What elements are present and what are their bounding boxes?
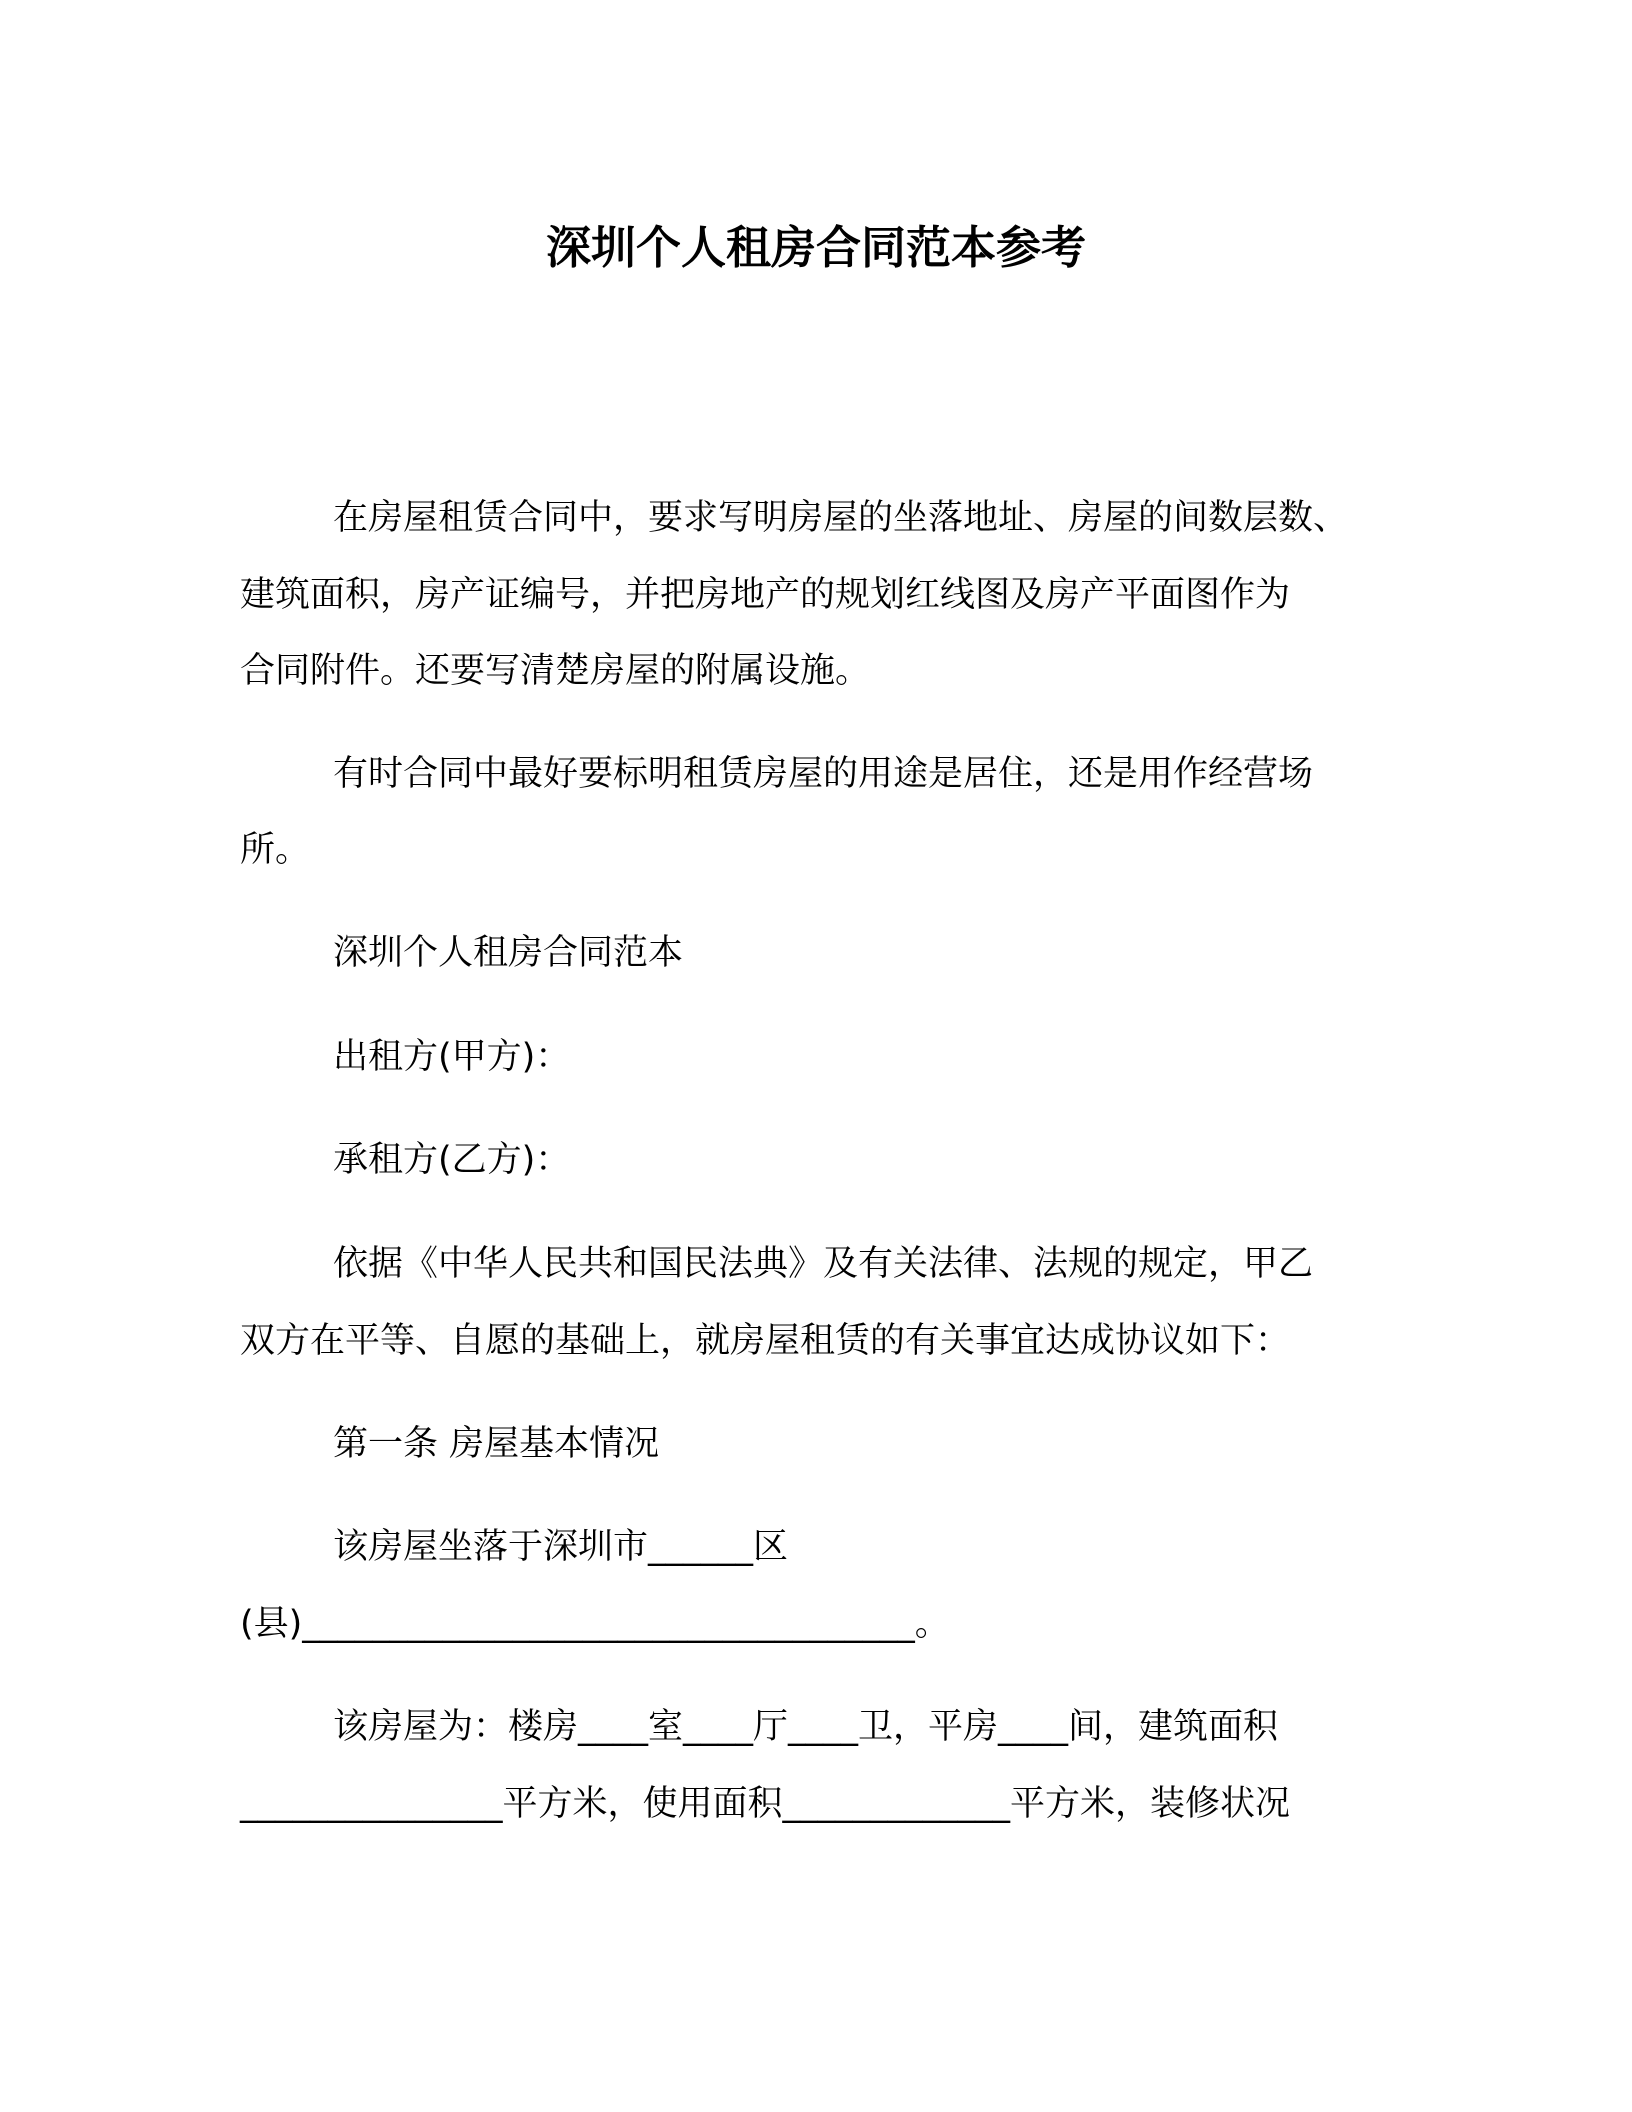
section-heading: 深圳个人租房合同范本 bbox=[333, 933, 684, 973]
document-title: 深圳个人租房合同范本参考 bbox=[545, 221, 1086, 274]
paragraph-line: 该房屋坐落于深圳市______区 bbox=[333, 1527, 789, 1567]
paragraph-line: 建筑面积，房产证编号，并把房地产的规划红线图及房产平面图作为 bbox=[240, 575, 1291, 615]
paragraph-line: 所。 bbox=[240, 830, 311, 870]
party-a-label: 出租方(甲方)： bbox=[333, 1037, 571, 1077]
paragraph-line: 该房屋为：楼房____室____厅____卫，平房____间，建筑面积 bbox=[333, 1707, 1279, 1747]
article-heading: 第一条 房屋基本情况 bbox=[333, 1424, 660, 1464]
paragraph-line: 双方在平等、自愿的基础上，就房屋租赁的有关事宜达成协议如下： bbox=[240, 1321, 1291, 1361]
party-b-label: 承租方(乙方)： bbox=[333, 1140, 571, 1180]
paragraph-line: 合同附件。还要写清楚房屋的附属设施。 bbox=[240, 651, 871, 691]
paragraph-line: 在房屋租赁合同中，要求写明房屋的坐落地址、房屋的间数层数、 bbox=[333, 498, 1349, 538]
paragraph-line: _______________平方米，使用面积_____________平方米，装修状况 bbox=[240, 1784, 1291, 1824]
paragraph-line: (县)___________________________________。 bbox=[240, 1604, 950, 1644]
paragraph-line: 依据《中华人民共和国民法典》及有关法律、法规的规定，甲乙 bbox=[333, 1244, 1314, 1284]
paragraph-line: 有时合同中最好要标明租赁房屋的用途是居住，还是用作经营场 bbox=[333, 754, 1314, 794]
